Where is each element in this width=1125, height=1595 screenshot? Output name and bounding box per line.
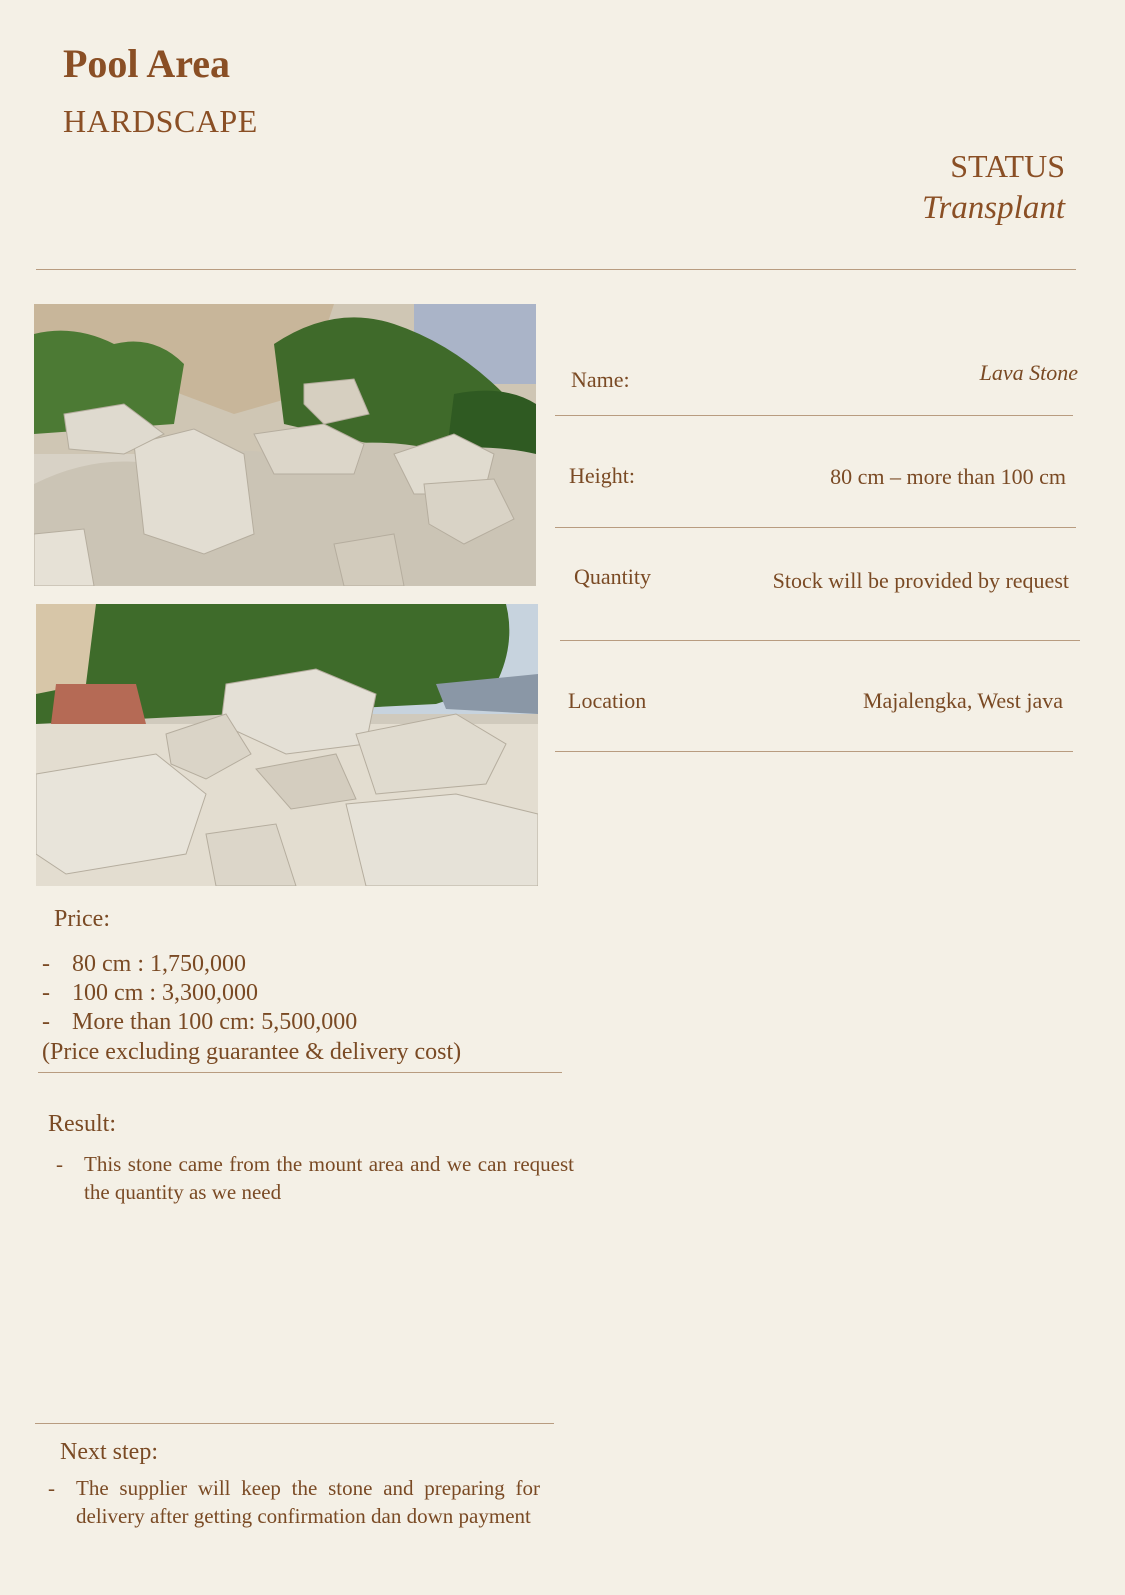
price-divider	[38, 1072, 562, 1073]
stone-photo-1	[34, 304, 536, 586]
result-item: - This stone came from the mount area and we can request the quantity as we need	[56, 1152, 574, 1204]
price-item: - 80 cm : 1,750,000	[42, 951, 246, 977]
price-list	[42, 950, 357, 1037]
name-label: Name:	[571, 367, 630, 392]
quantity-label: Quantity	[574, 564, 651, 589]
height-divider	[555, 527, 1076, 528]
quantity-divider	[560, 640, 1080, 641]
price-item: - 100 cm : 3,300,000	[42, 980, 258, 1006]
price-heading: Price:	[54, 906, 110, 932]
height-value: 80 cm – more than 100 cm	[830, 464, 1066, 489]
next-step-text: The supplier will keep the stone and preparing for delivery after getting confirmation dan down payment	[76, 1476, 540, 1528]
next-step-item: - The supplier will keep the stone and preparing for delivery after getting confirmation dan down payment	[48, 1476, 540, 1528]
result-divider	[35, 1423, 554, 1424]
next-step-heading: Next step:	[60, 1439, 158, 1465]
page-title: Pool Area	[63, 41, 231, 86]
height-label: Height:	[569, 463, 635, 488]
status-label: STATUS	[950, 148, 1065, 184]
name-divider	[555, 415, 1073, 416]
name-value: Lava Stone	[979, 360, 1078, 385]
location-value: Majalengka, West java	[862, 688, 1063, 713]
stone-photo-2	[36, 604, 538, 886]
page-subtitle: HARDSCAPE	[63, 103, 258, 139]
location-divider	[555, 751, 1073, 752]
location-label: Location	[568, 688, 647, 713]
result-text: This stone came from the mount area and we can request the quantity as we need	[84, 1152, 574, 1204]
status-value: Transplant	[921, 190, 1065, 226]
quantity-value: Stock will be provided by request	[772, 568, 1069, 593]
price-note: (Price excluding guarantee & delivery cost)	[42, 1039, 462, 1065]
header-divider	[36, 269, 1076, 270]
price-item: - More than 100 cm: 5,500,000	[42, 1009, 358, 1035]
result-heading: Result:	[48, 1111, 117, 1137]
